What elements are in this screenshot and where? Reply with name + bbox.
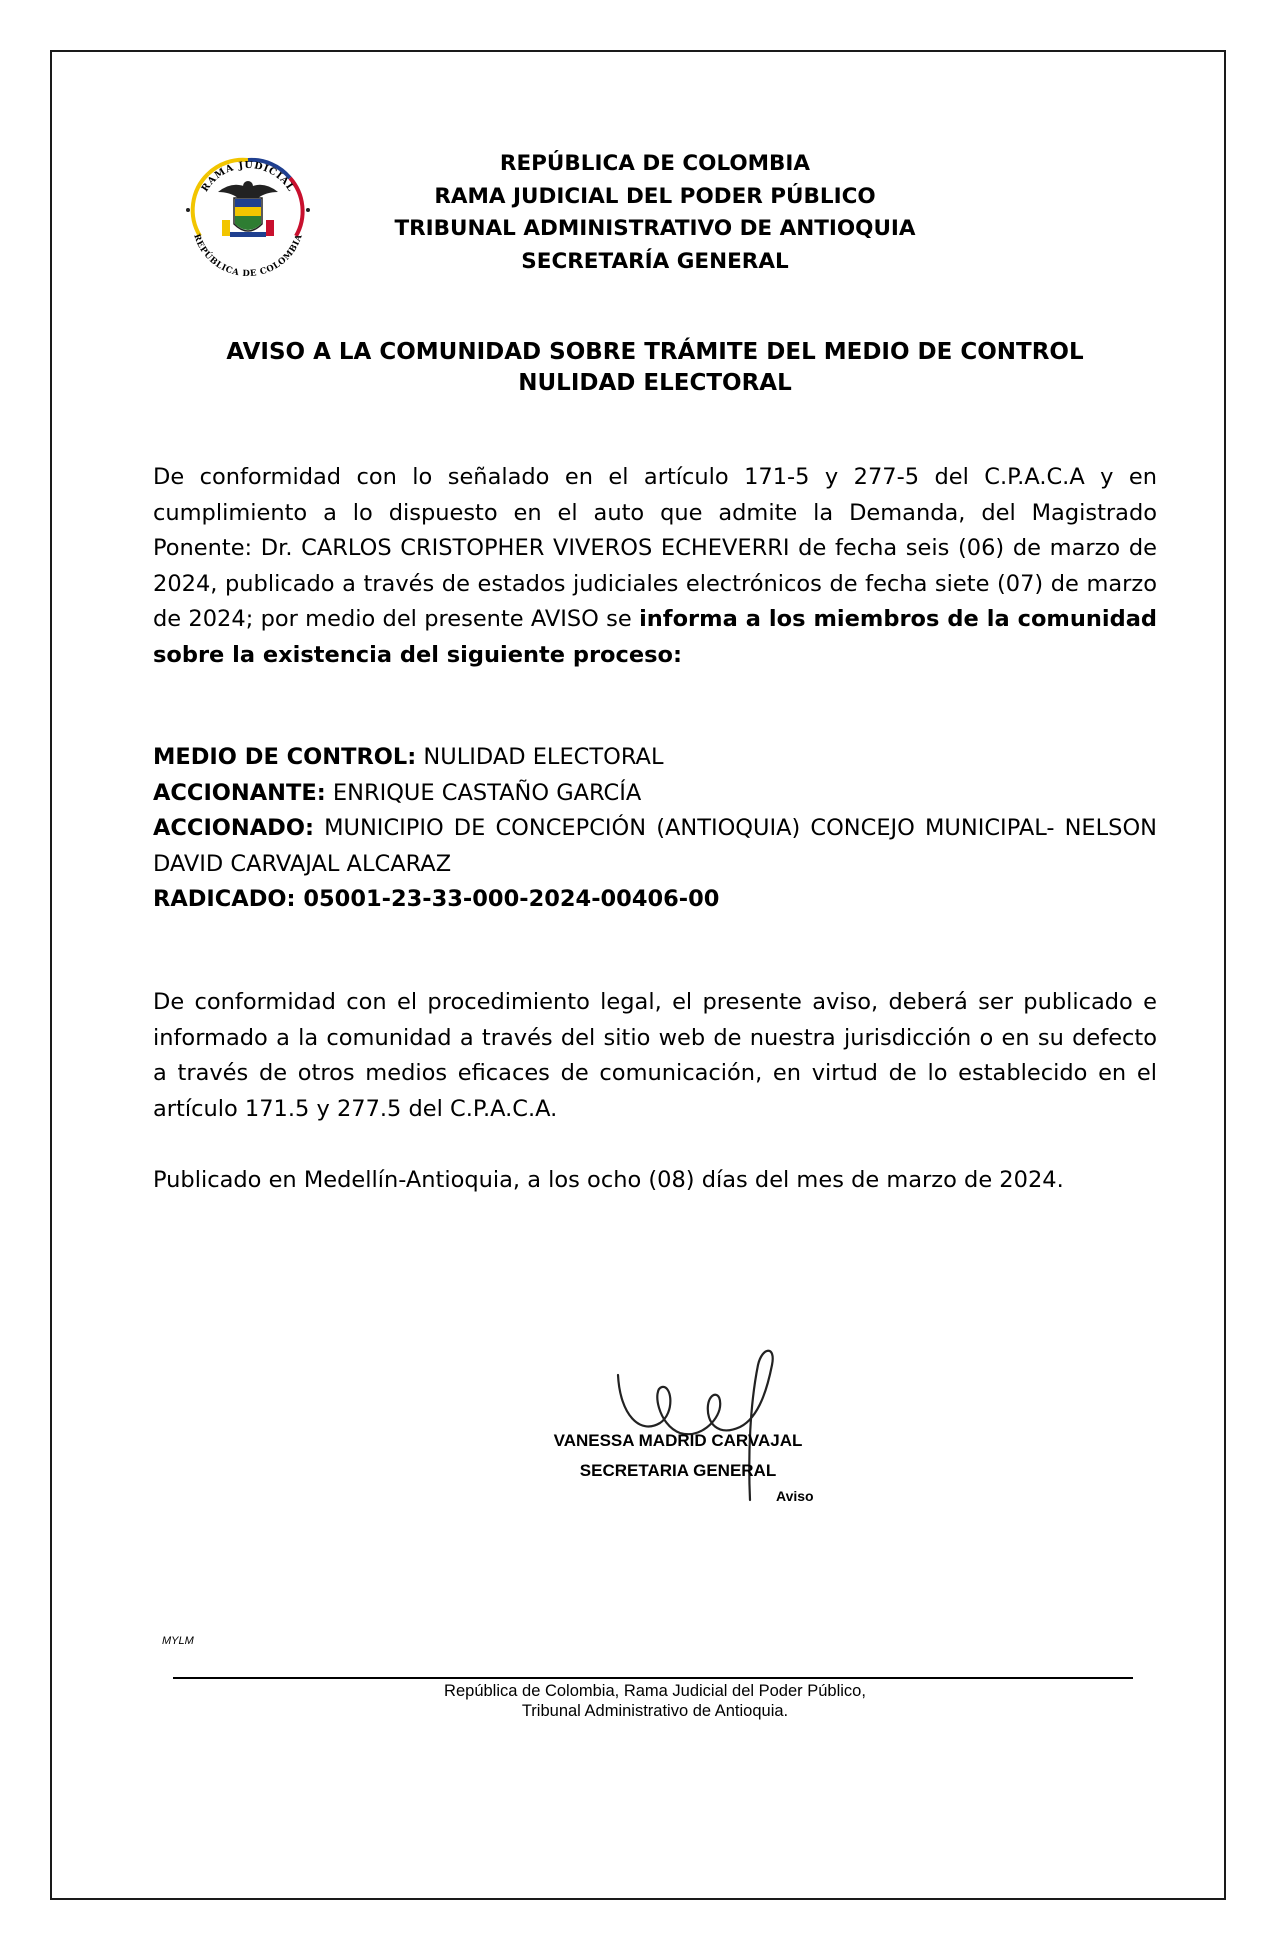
accionado-row (153, 811, 1157, 882)
svg-text:REPÚBLICA DE COLOMBIA: REPÚBLICA DE COLOMBIA (191, 232, 305, 280)
header-line-branch: RAMA JUDICIAL DEL PODER PÚBLICO (434, 183, 876, 209)
footer-line2: Tribunal Administrativo de Antioquia. (521, 1702, 789, 1720)
procedure-paragraph: De conformidad con el procedimiento legal, el presente aviso, deberá ser publicado e informado a la comunidad a través del sitio web de nuestra jurisdicción o en su defecto a través de otros medios eficaces de comunicación, en virtud de lo establecido en el artículo 171.5 y 277.5 del C.P.A.C.A. (153, 989, 1157, 1122)
accionado-label: ACCIONADO: (153, 815, 314, 841)
signatory-name: VANESSA MADRID CARVAJAL (553, 1431, 803, 1450)
drafter-initials: MYLM (162, 1635, 194, 1647)
radicado-row: RADICADO: 05001-23-33-000-2024-00406-00 (153, 886, 720, 912)
rama-judicial-seal (178, 140, 318, 280)
signatory (528, 1426, 828, 1486)
intro-text: De conformidad con lo señalado en el artículo 171-5 y 277-5 del C.P.A.C.A y en cumplimiento a lo dispuesto en el auto que admite la Demanda, del Magistrado Ponente: Dr. CARLOS CRISTOPHER VIVEROS ECHEVERRI de fecha seis (06) de marzo de 2024, publicado a través de estados judiciales electrónicos de fecha siete (07) de marzo de 2024; por medio del presente AVISO se (153, 464, 1157, 632)
medio-control-label: MEDIO DE CONTROL: (153, 744, 417, 770)
notice-title-line2: NULIDAD ELECTORAL (518, 370, 792, 396)
footer-divider (173, 1677, 1133, 1679)
medio-control-value: NULIDAD ELECTORAL (423, 744, 664, 770)
signature-tag: Aviso (776, 1488, 814, 1504)
institution-header (300, 148, 1010, 278)
page-border (50, 50, 1226, 1900)
accionante-label: ACCIONANTE: (153, 779, 326, 806)
notice-title-line1: AVISO A LA COMUNIDAD SOBRE TRÁMITE DEL MEDIO DE CONTROL (226, 339, 1084, 365)
header-line-country: REPÚBLICA DE COLOMBIA (499, 151, 811, 176)
svg-text:RAMA JUDICIAL: RAMA JUDICIAL (199, 159, 297, 194)
process-details (153, 740, 1157, 918)
header-line-tribunal: TRIBUNAL ADMINISTRATIVO DE ANTIOQUIA (394, 216, 916, 241)
footer (300, 1681, 1010, 1721)
footer-line1: República de Colombia, Rama Judicial del Poder Público, (444, 1682, 866, 1700)
accionante-row (153, 776, 1157, 812)
intro-bold-text: informa a los miembros de la comunidad sobre la existencia del siguiente proceso: (153, 606, 1157, 668)
accionante-value: ENRIQUE CASTAÑO GARCÍA (332, 779, 642, 806)
intro-paragraph (153, 460, 1157, 673)
published-paragraph: Publicado en Medellín-Antioquia, a los ocho (08) días del mes de marzo de 2024. (153, 1167, 1064, 1193)
accionado-value: MUNICIPIO DE CONCEPCIÓN (ANTIOQUIA) CONCEJO MUNICIPAL- NELSON DAVID CARVAJAL ALCARAZ (153, 815, 1157, 877)
signatory-role: SECRETARIA GENERAL (579, 1461, 777, 1480)
notice-title (150, 337, 1160, 399)
medio-control-row (153, 740, 1157, 776)
header-line-secretariat: SECRETARÍA GENERAL (521, 248, 789, 274)
